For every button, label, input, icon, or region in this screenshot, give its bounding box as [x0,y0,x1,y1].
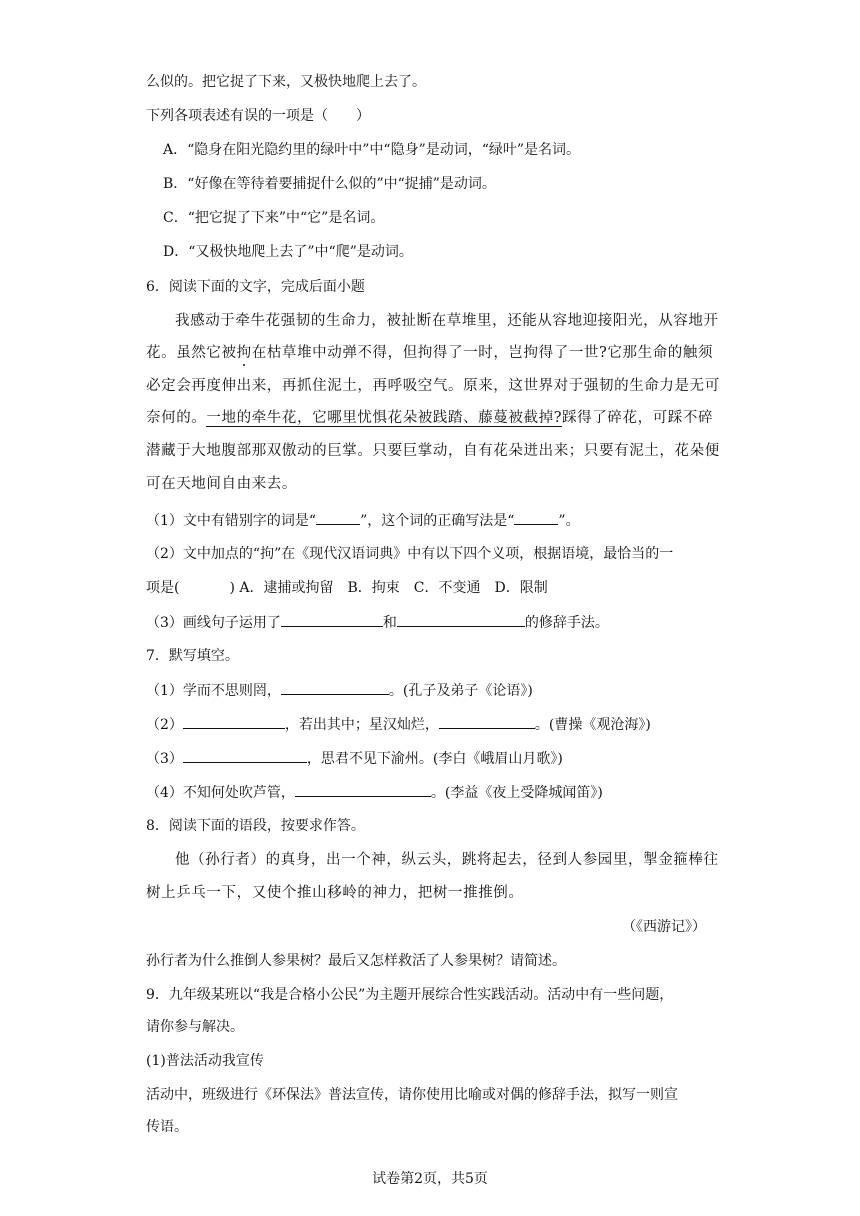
question-6-3 [146,612,609,633]
question-6-heading: 6．阅读下面的文字，完成后面小题 [146,279,365,295]
passage-6-line-6: 可在天地间自由来去。 [146,476,297,492]
answer-blank[interactable] [439,714,535,729]
passage-text: 踩得了碎花，可踩不碎 [562,410,714,426]
answer-blank[interactable] [183,714,285,729]
passage-6-line-4 [146,408,713,428]
question-5-prompt: 下列各项表述有误的一项是（ ） [146,108,370,124]
answer-blank[interactable] [183,748,307,763]
answer-blank[interactable] [397,612,525,627]
option-d: D．“又极快地爬上去了”中“爬”是动词。 [163,244,413,260]
q-text: （2） [146,717,183,733]
q-text: （4）不知何处吹芦管， [146,785,295,801]
q-text: 的修辞手法。 [524,615,609,631]
question-6-2-options [146,578,548,598]
q-text: （3） [146,751,183,767]
question-8-heading: 8．阅读下面的语段，按要求作答。 [146,818,365,834]
q-text: ，若出其中；星汉灿烂， [284,717,439,733]
answer-blank[interactable] [295,782,431,797]
passage-8-line-2: 树上乒乓一下，又使个推山移岭的神力，把树一推推倒。 [146,885,524,901]
question-7-2 [146,714,651,735]
q-text: ”，这个词的正确写法是“ [360,513,515,529]
answer-blank[interactable] [281,612,383,627]
question-5-continuation: 么似的。把它捉了下来，又极快地爬上去了。 [146,74,426,90]
underlined-sentence: 一地的牵牛花，它哪里忧惧花朵被践踏、藤蔓被截掉? [206,410,563,426]
passage-6-line-5: 潜藏于大地腹部那双傲动的巨掌。只要巨掌动，自有花朵迸出来；只要有泥土，花朵便 [146,443,720,459]
q-text: （3）画线句子运用了 [146,615,281,631]
passage-text: 在枯草堆中动弹不得，但拘得了一时，岂拘得了一世?它那生命的触须 [251,345,714,361]
passage-8-line-1: 他（孙行者）的真身，出一个神，纵云头，跳将起去，径到人参园里，掣金箍棒往 [175,852,719,868]
q-text: （1）文中有错别字的词是“ [146,513,317,529]
passage-text: 花。虽然它被 [146,345,237,361]
question-6-1 [146,510,580,531]
passage-6-line-1: 我感动于牵牛花强韧的生命力，被扯断在草堆里，还能从容地迎接阳光，从容地开 [175,313,719,329]
passage-6-line-2 [146,343,713,363]
q-text: 。(曹操《观沧海》) [534,717,651,733]
dotted-character: 拘 [236,345,252,361]
question-6-2: （2）文中加点的“拘”在《现代汉语词典》中有以下四个义项，根据语境，最恰当的一 [146,546,674,562]
q-text: 。(李益《夜上受降城闻笛》) [430,785,603,801]
q-text: 和 [382,615,397,631]
question-7-3 [146,748,563,769]
question-9-1-prompt-cont: 传语。 [146,1119,188,1135]
passage-text: 奈何的。 [146,410,207,426]
q-text: ”。 [558,513,580,529]
answer-blank[interactable] [281,680,389,695]
q-text: （1）学而不思则罔， [146,683,281,699]
option-b: B．“好像在等待着要捕捉什么似的”中“捉捕”是动词。 [163,176,496,192]
answer-blank[interactable] [514,510,558,525]
question-7-1 [146,680,533,701]
passage-6-line-3: 必定会再度伸出来，再抓住泥土，再呼吸空气。原来，这世界对于强韧的生命力是无可 [146,378,720,394]
question-9-1-prompt: 活动中，班级进行《环保法》普法宣传，请你使用比喻或对偶的修辞手法，拟写一则宣 [146,1087,678,1103]
q-text: 。(孔子及弟子《论语》) [388,683,533,699]
question-9-heading: 9．九年级某班以“我是合格小公民”为主题开展综合性实践活动。活动中有一些问题， [146,987,674,1003]
question-9-1-title: (1)普法活动我宣传 [146,1053,264,1069]
page-footer: 试卷第2页，共5页 [372,1171,488,1187]
option-c: C．“把它捉了下来”中“它”是名词。 [163,210,385,226]
q-text: ，思君不见下渝州。(李白《峨眉山月歌》) [306,751,563,767]
question-8-prompt: 孙行者为什么推倒人参果树？最后又怎样救活了人参果树？请简述。 [146,953,566,969]
question-7-4 [146,782,603,803]
q-text: ) A．逮捕或拘留 B．拘束 C．不变通 D．限制 [229,580,548,596]
answer-blank[interactable] [316,510,360,525]
q-text: 项是( [146,580,180,596]
passage-8-source: （《西游记》） [622,919,706,935]
option-a: A．“隐身在阳光隐约里的绿叶中”中“隐身”是动词，“绿叶”是名词。 [163,142,581,158]
question-9-heading-cont: 请你参与解决。 [146,1019,244,1035]
question-7-heading: 7．默写填空。 [146,648,239,664]
